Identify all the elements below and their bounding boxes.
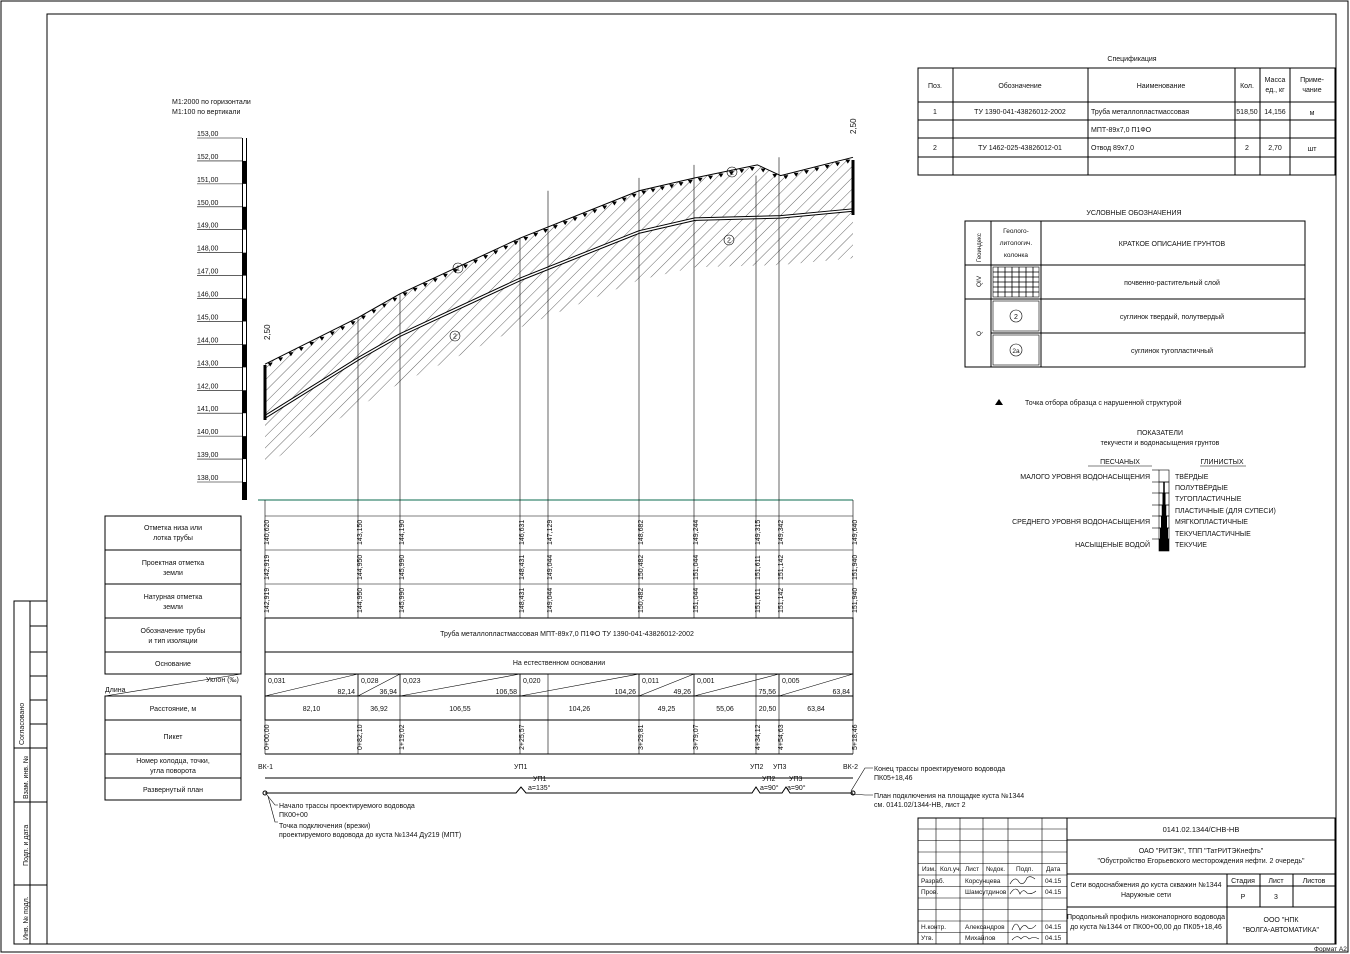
spec-cell: м [1309,110,1315,117]
legend-col-column-a: Геолого- [1003,228,1029,235]
picket-value: 0+82,10 [357,724,364,750]
pipe-elevation: 149,342 [778,519,785,545]
doc-title-2: Наружные сети [1120,892,1172,899]
pipe-elevation: 149,640 [852,519,859,545]
developed-plan [263,768,873,822]
pipe-elevation: 148,682 [638,519,645,545]
design-elevation: 150,482 [638,554,645,580]
row-well-label: Номер колодца, точки, [136,758,210,765]
doc-title-1: Сети водоснабжения до куста скважин №1344 [1070,882,1222,889]
indicator-scale-bar [1152,470,1169,551]
pipe-elevation: 140,620 [264,519,271,545]
natural-elevation: 151,044 [693,587,700,613]
spec-h-mass-a: Масса [1264,77,1286,84]
row-well-label-2: угла поворота [150,768,196,775]
stamp-person: Шамсутдинов [965,889,1007,896]
row-natural-label-2: земли [163,604,183,611]
org-line-2: "Обустройство Егорьевского месторождения нефти. 2 очередь" [1097,858,1305,865]
drawing-code: 0141.02.1344/СНВ-НВ [1162,825,1240,834]
depth-left: 2,50 [263,324,272,340]
signature-2 [1010,889,1036,894]
elevation-tick-label: 140,00 [197,429,219,437]
legend-mark-2: 2 [1014,314,1018,321]
depth-right: 2,50 [849,118,858,134]
clay-level: ТУГОПЛАСТИЧНЫЕ [1175,496,1242,503]
row-pipe-type-label-2: и тип изоляции [148,638,198,645]
row-pipe-label-2: лотка трубы [153,535,193,542]
legend-index-qiv: QIV [976,275,983,287]
row-pipe-label: Отметка низа или [143,525,203,532]
foundation-text: На естественном основании [512,660,606,667]
elevation-bar-segment [243,230,246,253]
stamp-date: 04.15 [1045,924,1062,931]
sheets-label: Листов [1302,878,1326,885]
stamp-col: Дата [1046,866,1061,873]
slope-length: 106,58 [495,689,517,696]
title-block [918,818,1335,944]
design-elevation: 149,044 [547,554,554,580]
design-elevation: 148,431 [519,554,526,580]
stamp-col: Изм. [922,866,936,873]
signature-4 [1012,937,1039,941]
natural-elevation: 151,940 [852,587,859,613]
picket-value: 3+79,07 [693,724,700,750]
stamp-date: 04.15 [1045,889,1062,896]
legend-col-index: Геоиндекс [977,233,983,262]
indicator-fill [1161,516,1167,528]
pipe-elevation: 143,150 [357,519,364,545]
note-plan-1: План подключения на площадке куста №1344 [874,793,1025,800]
indicators-block [1012,430,1276,551]
spec-cell: Труба металлопластмассовая [1091,109,1190,116]
stage-label: Стадия [1231,878,1255,885]
stamp-person: Михайлов [965,935,996,942]
soil-pattern-icon [993,267,1039,297]
picket-value: 0+00,00 [264,724,271,750]
legend-mark-2a: 2a [1012,348,1020,355]
design-elevation: 151,611 [755,555,762,580]
sample-point-icon [995,399,1003,405]
well-up1: УП1 [514,764,528,771]
elevation-bar-segment [243,138,246,161]
spec-h-pos: Поз. [928,83,942,90]
elevation-tick-label: 141,00 [197,406,219,414]
legend-desc-1: почвенно-растительный слой [1124,280,1220,287]
distance-value: 20,50 [758,706,777,713]
slope-value: 0,001 [697,678,715,685]
legend-index-q: Q [976,330,983,336]
clay-level: ПЛАСТИЧНЫЕ (ДЛЯ СУПЕСИ) [1175,508,1276,515]
note-end-2: ПК05+18,46 [874,775,913,782]
plan-a3: a=90° [787,785,806,792]
side-sign: Подп. и дата [23,824,30,866]
elevation-bar-segment [243,321,246,344]
slope-length: 75,56 [758,689,776,696]
elevation-tick-label: 147,00 [197,268,219,276]
slope-value: 0,005 [782,678,800,685]
sand-level-high: НАСЫЩЕНЫЕ ВОДОЙ [1075,542,1150,549]
picket-value: 1+19,02 [399,724,406,750]
elevation-tick-label: 149,00 [197,222,219,230]
company-2: "ВОЛГА-АВТОМАТИКА" [1243,927,1319,934]
elevation-tick-label: 139,00 [197,452,219,460]
stamp-date: 04.15 [1045,935,1062,942]
note-plan-2: см. 0141.02/1344-НВ, лист 2 [874,802,966,809]
clay-level: ТВЁРДЫЕ [1175,474,1209,481]
scale-vertical: М1:100 по вертикали [172,109,241,116]
layer-label: 2 [727,237,731,245]
sand-level-low: МАЛОГО УРОВНЯ ВОДОНАСЫЩЕНИЯ [1020,474,1150,481]
natural-elevation: 145,990 [399,587,406,613]
signature-1 [1010,877,1035,884]
indicators-subtitle: текучести и водонасыщения грунтов [1100,440,1220,447]
spec-title: Спецификация [1107,56,1157,63]
slope-length: 82,14 [337,689,355,696]
pipe-elevation: 147,129 [547,519,554,545]
indicator-cell [1159,470,1169,482]
layer-label: 1 [456,265,460,273]
indicator-fill [1162,505,1167,516]
note-start-1: Начало трассы проектируемого водовода [279,803,415,810]
side-replace: Взам. инв. № [23,755,30,799]
picket-value: 5+18,46 [852,724,859,750]
stamp-role: Разраб. [921,878,945,885]
legend-col-column-c: колонка [1003,252,1029,259]
clay-level: МЯГКОПЛАСТИЧНЫЕ [1175,519,1248,526]
picket-value: 2+25,57 [519,724,526,750]
signature-3 [1012,924,1036,930]
legend-col-desc: КРАТКОЕ ОПИСАНИЕ ГРУНТОВ [1118,241,1226,248]
elevation-bar-segment [243,184,246,207]
natural-elevation: 151,611 [755,588,762,613]
natural-elevation: 151,142 [778,587,785,613]
scale-horizontal: М1:2000 по горизонтали [172,99,251,106]
side-inv: Инв. № подл. [23,896,30,940]
well-up3: УП3 [773,764,787,771]
distance-value: 104,26 [568,706,591,713]
natural-elevation: 144,950 [357,587,364,613]
legend-desc-2: суглинок твердый, полутвердый [1119,314,1225,321]
spec-cell: 518,50 [1236,109,1258,116]
layer-label: 2 [453,333,457,341]
slope-value: 0,011 [642,678,659,685]
format-label: Формат А2 [1314,946,1347,953]
spec-h-mass-b: ед., кг [1265,87,1285,94]
pipe-elevation: 146,631 [519,519,526,545]
slope-length: 63,84 [832,689,850,696]
stamp-col: Кол.уч. [940,866,962,873]
note-end-1: Конец трассы проектируемого водовода [874,766,1006,773]
pipe-elevation: 149,315 [755,519,762,545]
plan-up2: УП2 [762,776,776,783]
spec-h-name: Наименование [1136,83,1186,90]
legend [965,210,1305,407]
elevation-tick-label: 145,00 [197,314,219,322]
well-vk1: ВК-1 [258,764,273,771]
distance-value: 82,10 [302,706,321,713]
plan-a1: a=135° [528,785,551,792]
stamp-role: Утв. [921,935,934,942]
row-natural-label: Натурная отметка [143,594,203,601]
slope-value: 0,031 [268,678,286,685]
sand-level-mid: СРЕДНЕГО УРОВНЯ ВОДОНАСЫЩЕНИЯ [1012,519,1150,526]
stamp-col: Лист [965,866,980,873]
indicators-sand: ПЕСЧАНЫХ [1100,459,1140,466]
design-elevation: 142,919 [264,554,271,580]
spec-h-note-b: чание [1302,87,1322,94]
elevation-tick-label: 142,00 [197,383,219,391]
well-vk2: ВК-2 [843,764,858,771]
slope-value: 0,028 [361,678,379,685]
elevation-tick-label: 138,00 [197,475,219,482]
spec-h-note-a: Приме- [1300,77,1324,84]
natural-elevation: 148,431 [519,587,526,613]
spec-h-code: Обозначение [998,83,1042,90]
company-1: ООО "НПК [1263,917,1299,924]
design-elevation: 144,950 [357,554,364,580]
picket-value: 3+29,81 [638,724,645,750]
elevation-tick-label: 152,00 [197,153,219,161]
row-labels [105,516,241,800]
pipe-elevation: 149,244 [693,519,700,545]
slope-length: 36,94 [379,689,397,696]
well-up2: УП2 [750,764,764,771]
profile-section [258,157,853,500]
stamp-date: 04.15 [1045,878,1062,885]
drawing-title-2: до куста №1344 от ПК00+00,00 до ПК05+18,46 [1070,924,1222,931]
distance-value: 55,06 [716,706,734,713]
spec-cell: 2,70 [1268,145,1282,152]
picket-value: 4+54,63 [778,724,785,750]
row-design-label: Проектная отметка [141,560,205,567]
legend-desc-3: суглинок тугопластичный [1130,348,1214,355]
stamp-col: №док. [986,866,1006,873]
elevation-scale [197,131,247,500]
row-foundation-label: Основание [155,661,191,668]
indicators-title: ПОКАЗАТЕЛИ [1136,430,1184,437]
stamp-col: Подп. [1016,866,1034,873]
sheet-value: 3 [1274,894,1278,901]
elevation-bar-segment [243,367,246,390]
layer-label: 1 [730,169,734,177]
elevation-tick-label: 144,00 [197,337,219,345]
elevation-tick-label: 146,00 [197,291,219,299]
indicators-clay: ГЛИНИСТЫХ [1200,459,1244,466]
side-agreed: Согласовано [19,702,26,745]
elevation-tick-label: 148,00 [197,245,219,253]
elevation-tick-label: 143,00 [197,360,219,368]
distance-value: 49,25 [657,706,676,713]
spec-cell: шт [1307,146,1317,153]
stamp-person: Александров [965,924,1005,931]
row-design-label-2: земли [163,570,183,577]
design-elevation: 151,940 [852,554,859,580]
row-distance-label: Расстояние, м [149,706,197,713]
note-conn-2: проектируемого водовода до куста №1344 Ду219 (МПТ) [279,832,462,839]
elevation-tick-label: 151,00 [197,176,219,184]
design-elevation: 145,990 [399,554,406,580]
slope-value: 0,023 [403,678,421,685]
pipe-elevation: 144,190 [399,519,406,545]
spec-cell: 14,156 [1264,109,1286,116]
stamp-role: Н.контр. [921,924,947,931]
indicator-fill [1163,493,1166,505]
distance-value: 106,55 [449,706,471,713]
stamp-role: Пров. [921,889,939,896]
distance-value: 63,84 [807,706,825,713]
clay-level: ТЕКУЧИЕ [1175,542,1207,549]
indicator-fill [1159,539,1169,551]
indicator-fill [1160,528,1168,539]
spec-cell: 2 [933,145,937,152]
row-slope-label: Уклон (‰) [206,677,239,684]
spec-cell: ТУ 1390-041-43826012-2002 [974,109,1066,116]
soil-hatch-area [265,157,853,465]
distance-value: 36,92 [370,706,388,713]
slope-length: 49,26 [673,689,691,696]
row-length-label: Длина [105,687,126,694]
drawing-title-1: Продольный профиль низконапорного водовода [1067,914,1225,921]
natural-elevation: 149,044 [547,587,554,613]
spec-cell: 2 [1245,145,1249,152]
pipe-designation: Труба металлопластмассовая МПТ-89х7,0 П1ФО ТУ 1390-041-43826012-2002 [440,631,694,638]
spec-h-qty: Кол. [1240,83,1254,90]
plan-up1: УП1 [533,776,547,783]
natural-elevation: 150,482 [638,587,645,613]
clay-level: ПОЛУТВЁРДЫЕ [1175,485,1228,492]
clay-level: ТЕКУЧЕПЛАСТИЧНЫЕ [1175,531,1251,538]
row-pipe-type-label: Обозначение трубы [140,628,206,635]
legend-sample: Точка отбора образца с нарушенной структурой [1025,400,1182,407]
legend-title: УСЛОВНЫЕ ОБОЗНАЧЕНИЯ [1086,210,1182,217]
org-line-1: ОАО "РИТЭК", ТПП "ТатРИТЭКнефть" [1138,848,1264,855]
spec-cell: ТУ 1462-025-43826012-01 [978,145,1062,152]
stamp-person: Корсунцева [965,878,1001,885]
plan-a2: a=90° [760,785,779,792]
row-plan-label: Развернутый план [143,787,203,794]
spec-cell: Отвод 89х7,0 [1091,145,1135,152]
sheet-label: Лист [1268,878,1284,885]
design-elevation: 151,044 [693,554,700,580]
spec-cell: МПТ-89х7,0 П1ФО [1091,127,1152,134]
legend-col-column-b: литологич. [999,240,1033,247]
slope-length: 104,26 [614,689,636,696]
slope-value: 0,020 [523,678,541,685]
spec-cell: 1 [933,109,937,116]
design-elevation: 151,142 [778,554,785,580]
indicator-fill [1163,482,1165,493]
elevation-tick-label: 150,00 [197,199,219,207]
specification-table [918,56,1335,175]
natural-elevation: 142,919 [264,587,271,613]
elevation-bar-segment [243,276,246,299]
picket-value: 4+34,12 [755,724,762,750]
plan-up3: УП3 [789,776,803,783]
note-start-2: ПК00+00 [279,812,308,819]
side-stamp [14,601,47,944]
row-picket-label: Пикет [163,734,183,741]
elevation-tick-label: 153,00 [197,131,219,138]
stage-value: Р [1240,894,1246,901]
note-conn-1: Точка подключения (врезки) [279,823,371,830]
elevation-bar-segment [243,459,246,482]
elevation-bar-segment [243,413,246,436]
